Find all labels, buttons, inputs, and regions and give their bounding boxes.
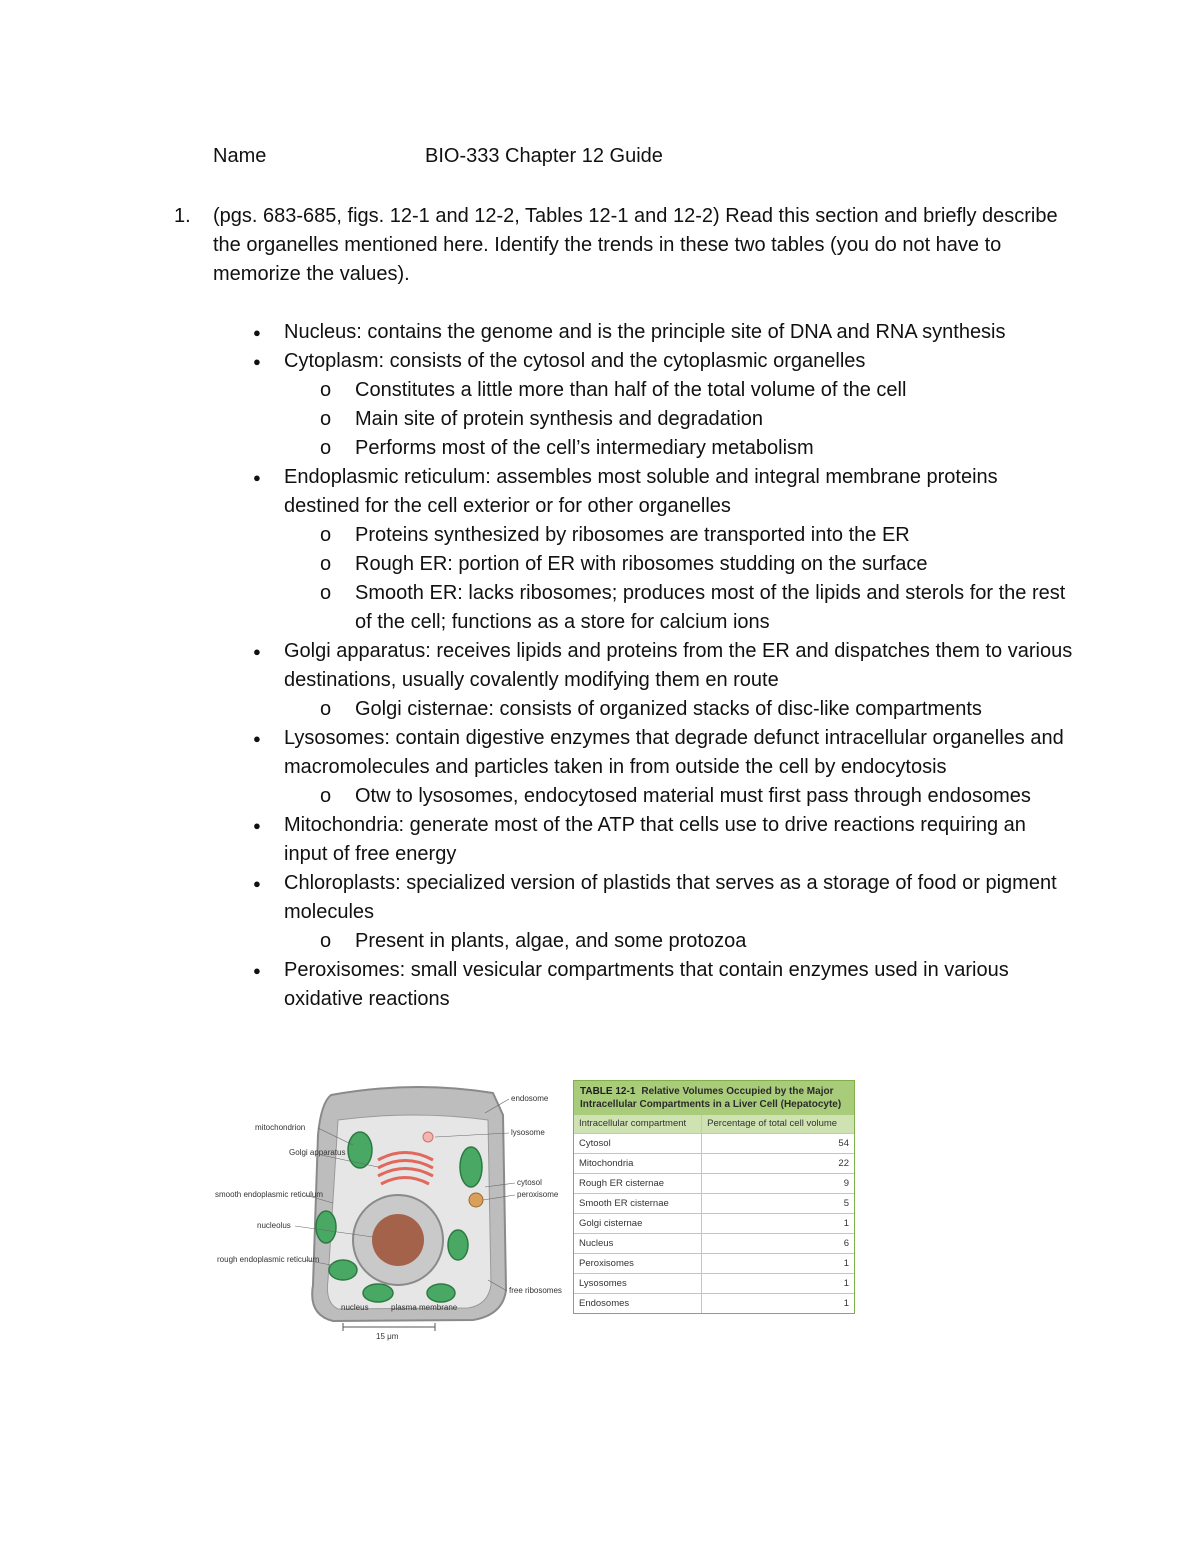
sub-bullet-item: o Main site of protein synthesis and degradation xyxy=(284,405,1073,434)
bullet-text: Endoplasmic reticulum: assembles most soluble and integral membrane proteins destined for the cell exterior or for other organelles xyxy=(284,466,998,517)
label-endosome: endosome xyxy=(511,1094,549,1103)
sub-bullet-item: o Rough ER: portion of ER with ribosomes studding on the surface xyxy=(284,550,1073,579)
bullet-text: Chloroplasts: specialized version of plastids that serves as a storage of food or pigment molecules xyxy=(284,872,1057,923)
sub-bullet-item: o Smooth ER: lacks ribosomes; produces most of the lipids and sterols for the rest of the cell; functions as a store for calcium ions xyxy=(284,579,1073,637)
sub-bullet-item: o Golgi cisternae: consists of organized stacks of disc-like compartments xyxy=(284,695,1073,724)
label-golgi: Golgi apparatus xyxy=(289,1148,346,1157)
label-free-ribosomes: free ribosomes xyxy=(509,1286,562,1295)
compartment-cell: Rough ER cisternae xyxy=(574,1174,702,1194)
table-row xyxy=(574,1234,854,1254)
table-row xyxy=(574,1194,854,1214)
percentage-cell: 1 xyxy=(702,1294,854,1314)
label-plasma-membrane: plasma membrane xyxy=(391,1303,458,1312)
bullet-item xyxy=(213,318,1073,347)
nucleolus-shape xyxy=(372,1214,424,1266)
table-header-row xyxy=(574,1115,854,1134)
table-row xyxy=(574,1274,854,1294)
label-lysosome: lysosome xyxy=(511,1128,545,1137)
question-number: 1. xyxy=(174,205,191,227)
label-peroxisome: peroxisome xyxy=(517,1190,559,1199)
bullet-item xyxy=(213,463,1073,637)
table-row xyxy=(574,1254,854,1274)
sub-bullet-item: o Performs most of the cell’s intermediary metabolism xyxy=(284,434,1073,463)
percentage-cell: 9 xyxy=(702,1174,854,1194)
bullet-text: Golgi apparatus: receives lipids and proteins from the ER and dispatches them to various destinations, usually covalently modifying them en route xyxy=(284,640,1073,691)
bullet-item xyxy=(213,347,1073,463)
label-mitochondrion: mitochondrion xyxy=(255,1123,306,1132)
organelle-list xyxy=(213,318,1073,1014)
peroxisome-shape xyxy=(469,1193,483,1207)
compartment-cell: Smooth ER cisternae xyxy=(574,1194,702,1214)
compartment-cell: Endosomes xyxy=(574,1294,702,1314)
label-rough-er: rough endoplasmic reticulum xyxy=(217,1255,320,1264)
percentage-cell: 54 xyxy=(702,1134,854,1154)
volume-data-table xyxy=(574,1115,854,1313)
label-nucleus: nucleus xyxy=(341,1303,369,1312)
compartment-cell: Peroxisomes xyxy=(574,1254,702,1274)
cell-diagram-svg xyxy=(213,1075,573,1345)
bullet-item xyxy=(213,956,1073,1014)
bullet-item xyxy=(213,869,1073,956)
bullet-item xyxy=(213,637,1073,724)
label-nucleolus: nucleolus xyxy=(257,1221,291,1230)
sub-bullet-list xyxy=(284,376,1073,463)
bullet-text: Peroxisomes: small vesicular compartments that contain enzymes used in various oxidative reactions xyxy=(284,959,1009,1010)
compartment-cell: Nucleus xyxy=(574,1234,702,1254)
sub-bullet-item: o Present in plants, algae, and some protozoa xyxy=(284,927,1073,956)
page-title: BIO-333 Chapter 12 Guide xyxy=(425,145,663,167)
name-label: Name xyxy=(213,145,267,167)
bullet-text: Nucleus: contains the genome and is the principle site of DNA and RNA synthesis xyxy=(284,321,1006,343)
table-row xyxy=(574,1294,854,1314)
compartment-cell: Cytosol xyxy=(574,1134,702,1154)
question-1 xyxy=(174,202,1074,289)
bullet-item xyxy=(213,811,1073,869)
scale-label: 15 μm xyxy=(376,1332,399,1341)
bullet-text: Lysosomes: contain digestive enzymes that degrade defunct intracellular organelles and macromolecules and particles taken in from outside the cell by endocytosis xyxy=(284,727,1064,778)
column-header-compartment: Intracellular compartment xyxy=(574,1115,702,1134)
percentage-cell: 1 xyxy=(702,1274,854,1294)
sub-bullet-list xyxy=(284,695,1073,724)
sub-bullet-list xyxy=(284,927,1073,956)
table-row xyxy=(574,1154,854,1174)
label-cytosol: cytosol xyxy=(517,1178,542,1187)
table-row xyxy=(574,1214,854,1234)
table-row xyxy=(574,1174,854,1194)
volume-table xyxy=(573,1080,855,1314)
lysosome-shape xyxy=(423,1132,433,1142)
table-caption xyxy=(574,1081,854,1115)
compartment-cell: Lysosomes xyxy=(574,1274,702,1294)
percentage-cell: 6 xyxy=(702,1234,854,1254)
percentage-cell: 1 xyxy=(702,1254,854,1274)
bullet-text: Cytoplasm: consists of the cytosol and the cytoplasmic organelles xyxy=(284,350,866,372)
cell-diagram xyxy=(213,1075,573,1345)
percentage-cell: 1 xyxy=(702,1214,854,1234)
percentage-cell: 22 xyxy=(702,1154,854,1174)
sub-bullet-item: o Proteins synthesized by ribosomes are transported into the ER xyxy=(284,521,1073,550)
sub-bullet-list xyxy=(284,521,1073,637)
compartment-cell: Mitochondria xyxy=(574,1154,702,1174)
compartment-cell: Golgi cisternae xyxy=(574,1214,702,1234)
table-caption-text: Relative Volumes Occupied by the Major Intracellular Compartments in a Liver Cell (Hepatocyte) xyxy=(580,1086,842,1110)
bullet-text: Mitochondria: generate most of the ATP that cells use to drive reactions requiring an input of free energy xyxy=(284,814,1026,865)
sub-bullet-item: o Constitutes a little more than half of the total volume of the cell xyxy=(284,376,1073,405)
bullet-item xyxy=(213,724,1073,811)
sub-bullet-list xyxy=(284,782,1073,811)
column-header-percentage: Percentage of total cell volume xyxy=(702,1115,854,1134)
question-text: (pgs. 683-685, figs. 12-1 and 12-2, Tables 12-1 and 12-2) Read this section and briefly describe the organelles mentioned here. Identify the trends in these two tables (you do not have to memorize the values). xyxy=(213,205,1058,285)
table-number: TABLE 12-1 xyxy=(580,1086,636,1097)
percentage-cell: 5 xyxy=(702,1194,854,1214)
table-row xyxy=(574,1134,854,1154)
sub-bullet-item: o Otw to lysosomes, endocytosed material must first pass through endosomes xyxy=(284,782,1073,811)
label-smooth-er: smooth endoplasmic reticulum xyxy=(215,1190,324,1199)
